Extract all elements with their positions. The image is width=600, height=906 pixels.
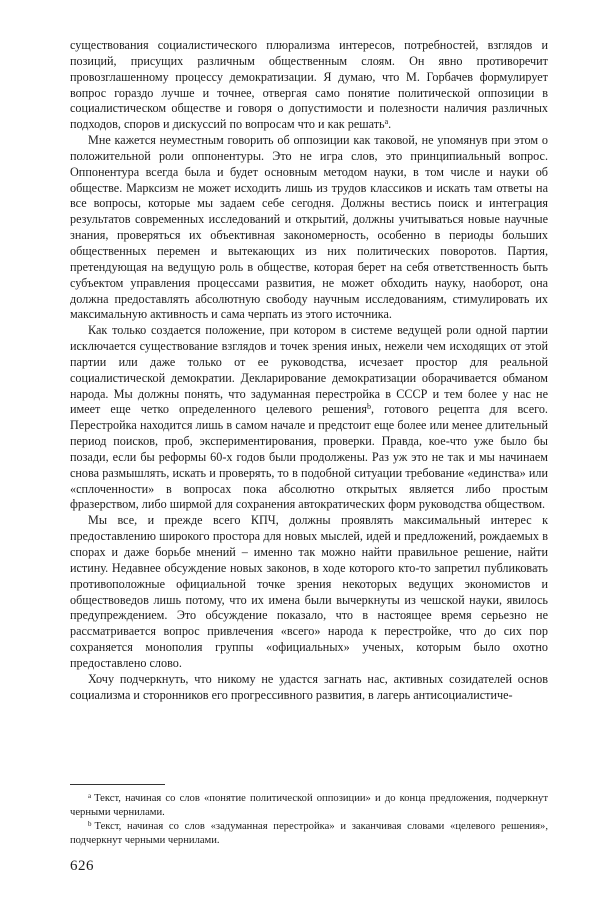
footnote-a-text: Текст, начиная со слов «понятие политической оппозиции» и до конца предложения, подчеркнут черными чернилами. (70, 793, 548, 818)
page-number: 626 (70, 858, 94, 874)
document-page (70, 38, 548, 898)
paragraph-1-tail: . (388, 117, 392, 132)
footnote-ref-a: a (384, 117, 389, 127)
footnote-a (70, 792, 548, 819)
paragraph-4: Мы все, и прежде всего КПЧ, должны проявлять максимальный интерес к предоставлению широкого простора для новых мыслей, идей и предложений, рождаемых в спорах и даже борьбе мнений – именно так можно найти правильное решение, найти истину. Недавнее обсуждение новых законов, в ходе которого кто-то запретил публиковать противоположные официальной точке зрения некоторых ведущих экономистов и обществоведов лишь потому, что их имена были вычеркнуты из чешской науки, явилось предупреждением. Это обсуждение показало, что в настоящее время серьезно не рассматривается вопрос привлечения «всего» народа к перестройке, что до сих пор сохраняется монополия группы «официальных» ученых, которым было охотно предоставлено слово. (70, 513, 548, 670)
footnote-divider (70, 784, 165, 785)
paragraph-3-text: Как только создается положение, при котором в системе ведущей роли одной партии исключается существование взглядов и точек зрения иных, нежели чем исходящих от этой партии или даже только от ее руководства, исчезает простор для реальной социалистической демократии. Декларирование демократизации оборачивается обманом народа. Мы должны понять, что задуманная перестройка в СССР и тем более у нас не имеет еще четко определенного целевого решения (70, 323, 548, 417)
paragraph-1 (70, 38, 548, 133)
paragraph-3-tail: , готового рецепта для всего. Перестройка находится лишь в самом начале и предстоит еще более или менее длительный период поисков, проб, экспериментирования, проверки. Правда, кое-что уже было бы позади, если бы реформы 60-х годов были продолжены. Раз уж это не так и мы начинаем снова размышлять, искать и проверять, то в подобной ситуации требование «единства» или «сплоченности» в вопросах пока абсолютно открытых является либо простым фразерством, либо ширмой для сохранения автократических форм руководства обществом. (70, 402, 548, 512)
footnotes (70, 792, 548, 848)
paragraph-5: Хочу подчеркнуть, что никому не удастся загнать нас, активных созидателей основ социализма и сторонников его прогрессивного развития, в лагерь антисоциалистиче- (70, 671, 548, 702)
paragraph-2: Мне кажется неуместным говорить об оппозиции как таковой, не упомянув при этом о положительной роли оппонентуры. Это не игра слов, это принципиальный вопрос. Оппонентура всегда была и будет основным методом науки, в том числе и науки об обществе. Марксизм не может исходить лишь из трудов классиков и искать там ответы на все вопросы, которые мы задаем себе сегодня. Должны вестись поиск и интеграция результатов современных исследований и открытий, должны учитываться новые научные знания, проверяться их объективная закономерность, особенно в периоды больших общественных перемен и вытекающих из них политических поворотов. Партия, претендующая на ведущую роль в обществе, которая берет на себя ответственность быть субъектом управления процессами развития, не может обходить науку, наоборот, она должна предоставлять абсолютную свободу научным исследованиям, стимулировать их максимальную активность и сама черпать из этого источника. (70, 133, 548, 322)
paragraph-1-text: существования социалистического плюрализма интересов, потребностей, взглядов и позиций, присущих различным общественным слоям. Он явно противоречит провозглашенному процессу демократизации. Я думаю, что М. Горбачев формулирует вопрос гораздо лучше и точнее, отвергая само понятие политической оппозиции в социалистическом обществе и говоря о допустимости и полезности наличия различных подходов, споров и дискуссий по вопросам что и как решать (70, 38, 548, 132)
paragraph-3 (70, 323, 548, 513)
main-text (70, 38, 548, 703)
footnote-b-mark: b (88, 820, 92, 829)
footnote-a-mark: a (88, 792, 92, 800)
footnote-ref-b: b (367, 402, 372, 412)
footnote-b (70, 820, 548, 847)
footnote-b-text: Текст, начиная со слов «задуманная перестройка» и заканчивая словами «целевого решения», подчеркнут черными чернилами. (70, 821, 548, 846)
